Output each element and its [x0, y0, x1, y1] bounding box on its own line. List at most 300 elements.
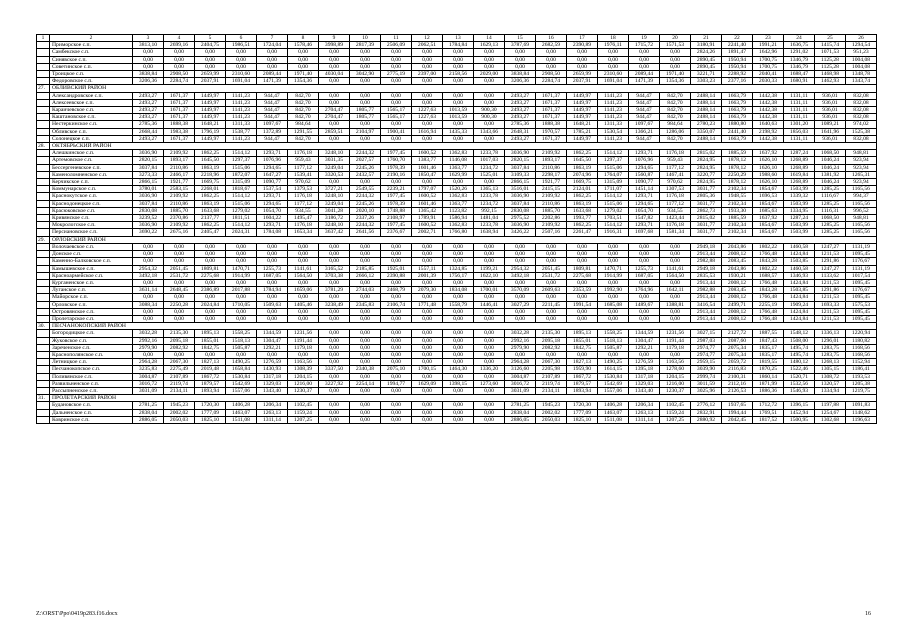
- table-cell: 2377,16: [722, 78, 753, 85]
- table-cell: 2288,92: [722, 71, 753, 78]
- table-cell: 1017,03: [474, 157, 505, 164]
- table-cell: 0,00: [536, 258, 567, 265]
- table-cell: 842,70: [660, 114, 691, 121]
- table-cell: 0,00: [598, 279, 629, 286]
- table-cell: 900,30: [474, 107, 505, 114]
- row-number: [37, 121, 50, 128]
- table-cell: 3492,18: [133, 272, 164, 279]
- table-cell: 2008,12: [722, 294, 753, 301]
- column-number: 12: [412, 35, 443, 42]
- table-cell: 0,00: [412, 56, 443, 63]
- table-cell: 936,01: [815, 107, 846, 114]
- table-cell: 1863,19: [567, 164, 598, 171]
- table-cell: 0,00: [288, 351, 319, 358]
- table-cell: 1449,97: [567, 99, 598, 106]
- table-cell: 1685,63: [753, 207, 784, 214]
- table-cell: 2087,60: [722, 337, 753, 344]
- table-cell: 2376,67: [381, 229, 412, 236]
- table-cell: 0,00: [412, 258, 443, 265]
- table-cell: 1125,28: [815, 56, 846, 63]
- table-cell: 1862,25: [567, 193, 598, 200]
- table-cell: 3186,72: [319, 215, 350, 222]
- table-cell: 2089,44: [629, 71, 660, 78]
- table-cell: 1925,01: [381, 265, 412, 272]
- row-number: [37, 272, 50, 279]
- table-cell: 2345,83: [350, 301, 381, 308]
- table-cell: 1102,45: [288, 402, 319, 409]
- table-cell: 1196,63: [846, 416, 877, 423]
- table-cell: 1177,12: [288, 164, 319, 171]
- table-row: [37, 63, 877, 70]
- settlement-name: Ковринское с.п.: [50, 416, 133, 423]
- table-cell: 0,00: [133, 251, 164, 258]
- table-cell: 0,00: [195, 63, 226, 70]
- table-cell: 0,00: [350, 409, 381, 416]
- table-cell: 1647,27: [257, 171, 288, 178]
- row-number: [37, 344, 50, 351]
- table-cell: 0,00: [412, 294, 443, 301]
- table-cell: 0,00: [226, 315, 257, 322]
- table-cell: 2908,50: [164, 71, 195, 78]
- table-cell: 2275,49: [164, 366, 195, 373]
- table-cell: 0,00: [660, 308, 691, 315]
- table-cell: 1885,59: [722, 150, 753, 157]
- table-cell: 1700,01: [474, 287, 505, 294]
- table-cell: 1766,48: [753, 308, 784, 315]
- table-cell: 0,00: [381, 416, 412, 423]
- table-cell: 2404,75: [195, 42, 226, 49]
- column-number: 10: [350, 35, 381, 42]
- row-number: [37, 416, 50, 423]
- table-cell: 0,00: [629, 258, 660, 265]
- table-cell: 0,00: [536, 251, 567, 258]
- table-cell: 1363,77: [443, 164, 474, 171]
- table-cell: 3303,23: [691, 78, 722, 85]
- table-cell: 2815,02: [691, 215, 722, 222]
- table-cell: 1687,05: [629, 272, 660, 279]
- table-cell: 1854,67: [753, 186, 784, 193]
- table-cell: 1557,06: [226, 387, 257, 394]
- table-cell: 1415,74: [815, 42, 846, 49]
- table-cell: 0,00: [381, 279, 412, 286]
- table-cell: 2775,19: [381, 71, 412, 78]
- table-cell: 1558,79: [443, 301, 474, 308]
- table-cell: 0,00: [133, 351, 164, 358]
- table-cell: 1311,33: [598, 121, 629, 128]
- table-cell: 3998,89: [319, 42, 350, 49]
- table-cell: 3041,28: [319, 207, 350, 214]
- table-cell: 0,00: [133, 315, 164, 322]
- table-cell: 1977,45: [381, 222, 412, 229]
- table-cell: 2390,88: [381, 272, 412, 279]
- table-cell: 1442,38: [753, 114, 784, 121]
- table-cell: 1388,81: [660, 301, 691, 308]
- table-cell: 1619,84: [784, 171, 815, 178]
- table-cell: 1879,57: [567, 380, 598, 387]
- table-cell: 1471,39: [257, 78, 288, 85]
- table-cell: 1854,67: [753, 200, 784, 207]
- table-cell: 0,00: [505, 49, 536, 56]
- table-cell: 0,00: [660, 49, 691, 56]
- table-cell: 0,00: [226, 243, 257, 250]
- table-cell: 0,00: [288, 63, 319, 70]
- table-cell: 1470,71: [226, 265, 257, 272]
- table-cell: 0,00: [133, 258, 164, 265]
- table-cell: 2744,03: [350, 287, 381, 294]
- row-number: [37, 308, 50, 315]
- table-cell: 2019,48: [195, 366, 226, 373]
- table-cell: 1756,17: [443, 272, 474, 279]
- row-number: [37, 49, 50, 56]
- table-cell: 1301,20: [784, 121, 815, 128]
- table-cell: 1930,21: [722, 272, 753, 279]
- table-row: [37, 179, 877, 186]
- table-cell: 1344,59: [629, 330, 660, 337]
- table-cell: 1671,37: [536, 99, 567, 106]
- table-cell: 2493,27: [133, 114, 164, 121]
- table-cell: 1381,92: [815, 171, 846, 178]
- table-row: [37, 373, 877, 380]
- table-cell: 1671,37: [164, 107, 195, 114]
- table-cell: 1539,41: [288, 171, 319, 178]
- table-cell: 0,00: [505, 294, 536, 301]
- table-cell: 1131,11: [784, 92, 815, 99]
- table-cell: 2862,73: [691, 207, 722, 214]
- table-cell: 1279,02: [598, 207, 629, 214]
- table-cell: 2275,68: [567, 272, 598, 279]
- table-cell: 1233,78: [474, 222, 505, 229]
- table-cell: 1247,27: [815, 265, 846, 272]
- table-cell: 1247,27: [815, 243, 846, 250]
- table-cell: 1125,28: [815, 63, 846, 70]
- table-cell: 1909,24: [784, 301, 815, 308]
- table-cell: 2974,77: [691, 344, 722, 351]
- table-cell: 1317,18: [629, 373, 660, 380]
- table-cell: 1872,07: [226, 171, 257, 178]
- table-cell: 3781,29: [319, 287, 350, 294]
- table-cell: 1254,67: [815, 409, 846, 416]
- table-cell: 1805,77: [350, 107, 381, 114]
- table-cell: 1141,61: [288, 265, 319, 272]
- table-cell: 0,00: [164, 315, 195, 322]
- table-cell: 1046,24: [815, 179, 846, 186]
- table-cell: 0,00: [164, 279, 195, 286]
- table-cell: 1068,50: [815, 215, 846, 222]
- column-number: 15: [505, 35, 536, 42]
- table-cell: 1532,56: [784, 380, 815, 387]
- table-cell: 2992,16: [133, 337, 164, 344]
- table-cell: 2051,45: [164, 265, 195, 272]
- table-row: [37, 287, 877, 294]
- table-cell: 2074,96: [567, 171, 598, 178]
- table-cell: 3239,52: [133, 215, 164, 222]
- table-cell: 1315,09: [598, 179, 629, 186]
- table-cell: 934,55: [288, 207, 319, 214]
- table-cell: 2824,26: [691, 49, 722, 56]
- settlement-name: Каменоломненское с.п.: [50, 171, 133, 178]
- table-cell: 0,00: [195, 351, 226, 358]
- table-cell: 944,47: [257, 99, 288, 106]
- table-cell: 1116,67: [815, 193, 846, 200]
- table-cell: 1265,31: [846, 171, 877, 178]
- table-cell: 1095,45: [846, 294, 877, 301]
- table-cell: 3036,90: [505, 193, 536, 200]
- table-cell: 1216,00: [660, 380, 691, 387]
- table-cell: 2002,02: [164, 409, 195, 416]
- table-cell: 1530,84: [598, 373, 629, 380]
- row-number: [37, 186, 50, 193]
- table-cell: 1977,45: [381, 150, 412, 157]
- table-cell: 0,00: [629, 243, 660, 250]
- district-name: ПЕСЧАНОКОПСКИЙ РАЙОН: [50, 323, 877, 330]
- table-cell: 1614,15: [598, 366, 629, 373]
- table-cell: 2908,50: [536, 71, 567, 78]
- row-number: [37, 92, 50, 99]
- table-cell: 1163,56: [660, 359, 691, 366]
- table-cell: 1344,59: [257, 330, 288, 337]
- settlement-name: Будановское с.п.: [50, 402, 133, 409]
- table-cell: 2815,02: [691, 150, 722, 157]
- table-cell: 3570,09: [505, 287, 536, 294]
- table-cell: 0,00: [195, 56, 226, 63]
- table-cell: 2531,72: [536, 272, 567, 279]
- table-cell: 1645,50: [567, 157, 598, 164]
- settlement-name: Керчикское с.п.: [50, 179, 133, 186]
- table-cell: 1530,54: [598, 128, 629, 135]
- table-cell: 0,00: [257, 308, 288, 315]
- table-cell: 3813,10: [133, 42, 164, 49]
- column-number: 7: [257, 35, 288, 42]
- table-cell: 0,00: [350, 315, 381, 322]
- row-number: [37, 200, 50, 207]
- settlement-name: Зареченское с.п.: [50, 344, 133, 351]
- settlement-name: Богородицкое с.п.: [50, 330, 133, 337]
- settlement-name: Мокрологское с.п.: [50, 222, 133, 229]
- table-cell: 1233,78: [474, 193, 505, 200]
- table-cell: 1604,22: [257, 215, 288, 222]
- table-cell: 1691,04: [598, 78, 629, 85]
- table-cell: 2493,27: [505, 135, 536, 142]
- table-cell: 1462,93: [815, 78, 846, 85]
- table-cell: 1626,10: [753, 157, 784, 164]
- table-cell: 1383,77: [412, 157, 443, 164]
- table-cell: 1760,70: [381, 157, 412, 164]
- table-cell: 0,00: [505, 243, 536, 250]
- table-cell: 0,00: [257, 49, 288, 56]
- table-cell: 1452,94: [784, 409, 815, 416]
- table-cell: 1176,18: [288, 193, 319, 200]
- table-cell: 0,00: [381, 402, 412, 409]
- table-cell: 0,00: [319, 402, 350, 409]
- table-cell: 1515,06: [598, 200, 629, 207]
- table-cell: 1560,87: [629, 171, 660, 178]
- table-cell: 1366,21: [629, 128, 660, 135]
- table-cell: 1503,99: [784, 222, 815, 229]
- table-cell: 1515,06: [598, 164, 629, 171]
- table-cell: 1548,12: [784, 330, 815, 337]
- table-cell: 1514,12: [598, 193, 629, 200]
- table-cell: 0,00: [474, 387, 505, 394]
- table-cell: 2239,21: [381, 186, 412, 193]
- table-cell: 1285,25: [815, 222, 846, 229]
- table-cell: 1680,91: [784, 78, 815, 85]
- table-cell: 0,00: [164, 56, 195, 63]
- table-cell: 3025,96: [691, 387, 722, 394]
- table-cell: 2493,27: [505, 92, 536, 99]
- table-cell: 0,00: [536, 315, 567, 322]
- table-cell: 0,00: [226, 351, 257, 358]
- table-cell: 3031,77: [691, 186, 722, 193]
- table-cell: 1263,13: [257, 409, 288, 416]
- table-cell: 1878,12: [722, 164, 753, 171]
- table-cell: 0,00: [412, 243, 443, 250]
- row-number: [37, 243, 50, 250]
- table-cell: 0,00: [598, 308, 629, 315]
- row-number: [37, 114, 50, 121]
- district-name: ОКТЯБРЬСКИЙ РАЙОН: [50, 143, 877, 150]
- table-cell: 2284,74: [164, 78, 195, 85]
- table-cell: 0,00: [567, 63, 598, 70]
- table-cell: 1292,21: [257, 344, 288, 351]
- table-cell: 0,00: [319, 330, 350, 337]
- table-cell: 1379,53: [288, 186, 319, 193]
- table-cell: 1638,94: [474, 229, 505, 236]
- table-cell: 1176,18: [660, 193, 691, 200]
- table-cell: 0,00: [660, 294, 691, 301]
- table-cell: 1046,24: [815, 157, 846, 164]
- table-cell: 1004,08: [846, 63, 877, 70]
- table-cell: 0,00: [660, 63, 691, 70]
- table-cell: 1827,13: [567, 359, 598, 366]
- table-cell: 0,00: [350, 63, 381, 70]
- table-cell: 2781,25: [133, 402, 164, 409]
- table-cell: 0,00: [598, 258, 629, 265]
- table-cell: 2051,45: [536, 265, 567, 272]
- table-cell: 0,00: [319, 294, 350, 301]
- table-cell: 3042,90: [350, 71, 381, 78]
- tariff-table: [36, 34, 877, 424]
- table-cell: 1346,79: [784, 63, 815, 70]
- table-cell: 1950,94: [722, 56, 753, 63]
- table-cell: 1600,52: [412, 150, 443, 157]
- table-cell: 0,00: [412, 121, 443, 128]
- table-cell: 2109,92: [536, 150, 567, 157]
- table-cell: 1789,91: [412, 215, 443, 222]
- table-cell: 0,00: [474, 251, 505, 258]
- table-cell: 0,00: [443, 416, 474, 423]
- row-number: 29.: [37, 236, 50, 243]
- table-cell: 0,00: [381, 337, 412, 344]
- table-cell: 0,00: [567, 56, 598, 63]
- table-cell: 1842,75: [567, 344, 598, 351]
- table-cell: 1663,79: [722, 107, 753, 114]
- settlement-name: Красюковское с.п.: [50, 207, 133, 214]
- table-cell: 2124,01: [567, 186, 598, 193]
- table-cell: 0,00: [505, 63, 536, 70]
- table-cell: 0,00: [474, 279, 505, 286]
- table-cell: 1131,19: [846, 265, 877, 272]
- table-cell: 0,00: [598, 56, 629, 63]
- table-cell: 2254,14: [350, 380, 381, 387]
- table-cell: 0,00: [412, 330, 443, 337]
- table-cell: 2466,17: [164, 171, 195, 178]
- table-cell: 2110,86: [164, 200, 195, 207]
- row-number: [37, 157, 50, 164]
- column-number: 22: [722, 35, 753, 42]
- table-cell: 2075,34: [722, 351, 753, 358]
- district-name: ПРОЛЕТАРСКИЙ РАЙОН: [50, 395, 877, 402]
- table-cell: 2102,34: [722, 200, 753, 207]
- table-cell: 2890,45: [691, 63, 722, 70]
- table-row: [37, 294, 877, 301]
- table-cell: 1191,44: [288, 337, 319, 344]
- table-cell: 2104,97: [350, 128, 381, 135]
- table-cell: 2127,72: [722, 330, 753, 337]
- table-cell: 0,00: [443, 387, 474, 394]
- table-cell: 1464,30: [443, 366, 474, 373]
- table-cell: 1365,42: [412, 207, 443, 214]
- table-cell: 2405,47: [195, 229, 226, 236]
- table-cell: 1514,12: [226, 193, 257, 200]
- table-cell: 0,00: [226, 56, 257, 63]
- table-cell: 2126,53: [722, 387, 753, 394]
- table-cell: 1766,48: [753, 279, 784, 286]
- table-cell: 2310,60: [226, 71, 257, 78]
- table-row: [37, 416, 877, 423]
- table-cell: 1131,11: [784, 135, 815, 142]
- table-cell: 2079,30: [412, 287, 443, 294]
- table-cell: 1766,48: [753, 315, 784, 322]
- table-cell: 1971,40: [288, 71, 319, 78]
- table-cell: 1293,71: [257, 150, 288, 157]
- table-cell: 0,00: [505, 251, 536, 258]
- table-cell: 2268,01: [195, 186, 226, 193]
- table-cell: 1633,68: [195, 207, 226, 214]
- table-row: [37, 193, 877, 200]
- table-cell: 1888,38: [164, 121, 195, 128]
- settlement-name: Самбекское с.п.: [50, 49, 133, 56]
- table-cell: 1398,15: [443, 380, 474, 387]
- table-cell: 1311,33: [226, 121, 257, 128]
- table-cell: 1234,72: [474, 164, 505, 171]
- table-cell: 1827,13: [195, 359, 226, 366]
- table-cell: 0,00: [474, 315, 505, 322]
- table-cell: 2682,59: [536, 42, 567, 49]
- table-cell: 0,00: [319, 99, 350, 106]
- table-cell: 0,00: [443, 337, 474, 344]
- table-cell: 1430,93: [257, 366, 288, 373]
- table-cell: 1988,60: [753, 171, 784, 178]
- table-cell: 1855,01: [567, 337, 598, 344]
- table-row: [37, 315, 877, 322]
- table-cell: 944,47: [257, 135, 288, 142]
- table-cell: 1013,59: [443, 107, 474, 114]
- table-cell: 1348,78: [846, 71, 877, 78]
- table-cell: 1700,75: [753, 63, 784, 70]
- table-cell: 0,00: [226, 308, 257, 315]
- table-row: [37, 243, 877, 250]
- table-row: [37, 337, 877, 344]
- table-cell: 1220,94: [846, 330, 877, 337]
- table-cell: 1637,92: [753, 150, 784, 157]
- table-cell: 2112,16: [722, 380, 753, 387]
- table-cell: 0,00: [412, 78, 443, 85]
- table-cell: 1503,99: [784, 229, 815, 236]
- table-cell: 3126,60: [505, 366, 536, 373]
- table-cell: 1862,25: [195, 150, 226, 157]
- settlement-name: Донское с.п.: [50, 251, 133, 258]
- table-cell: 0,00: [319, 243, 350, 250]
